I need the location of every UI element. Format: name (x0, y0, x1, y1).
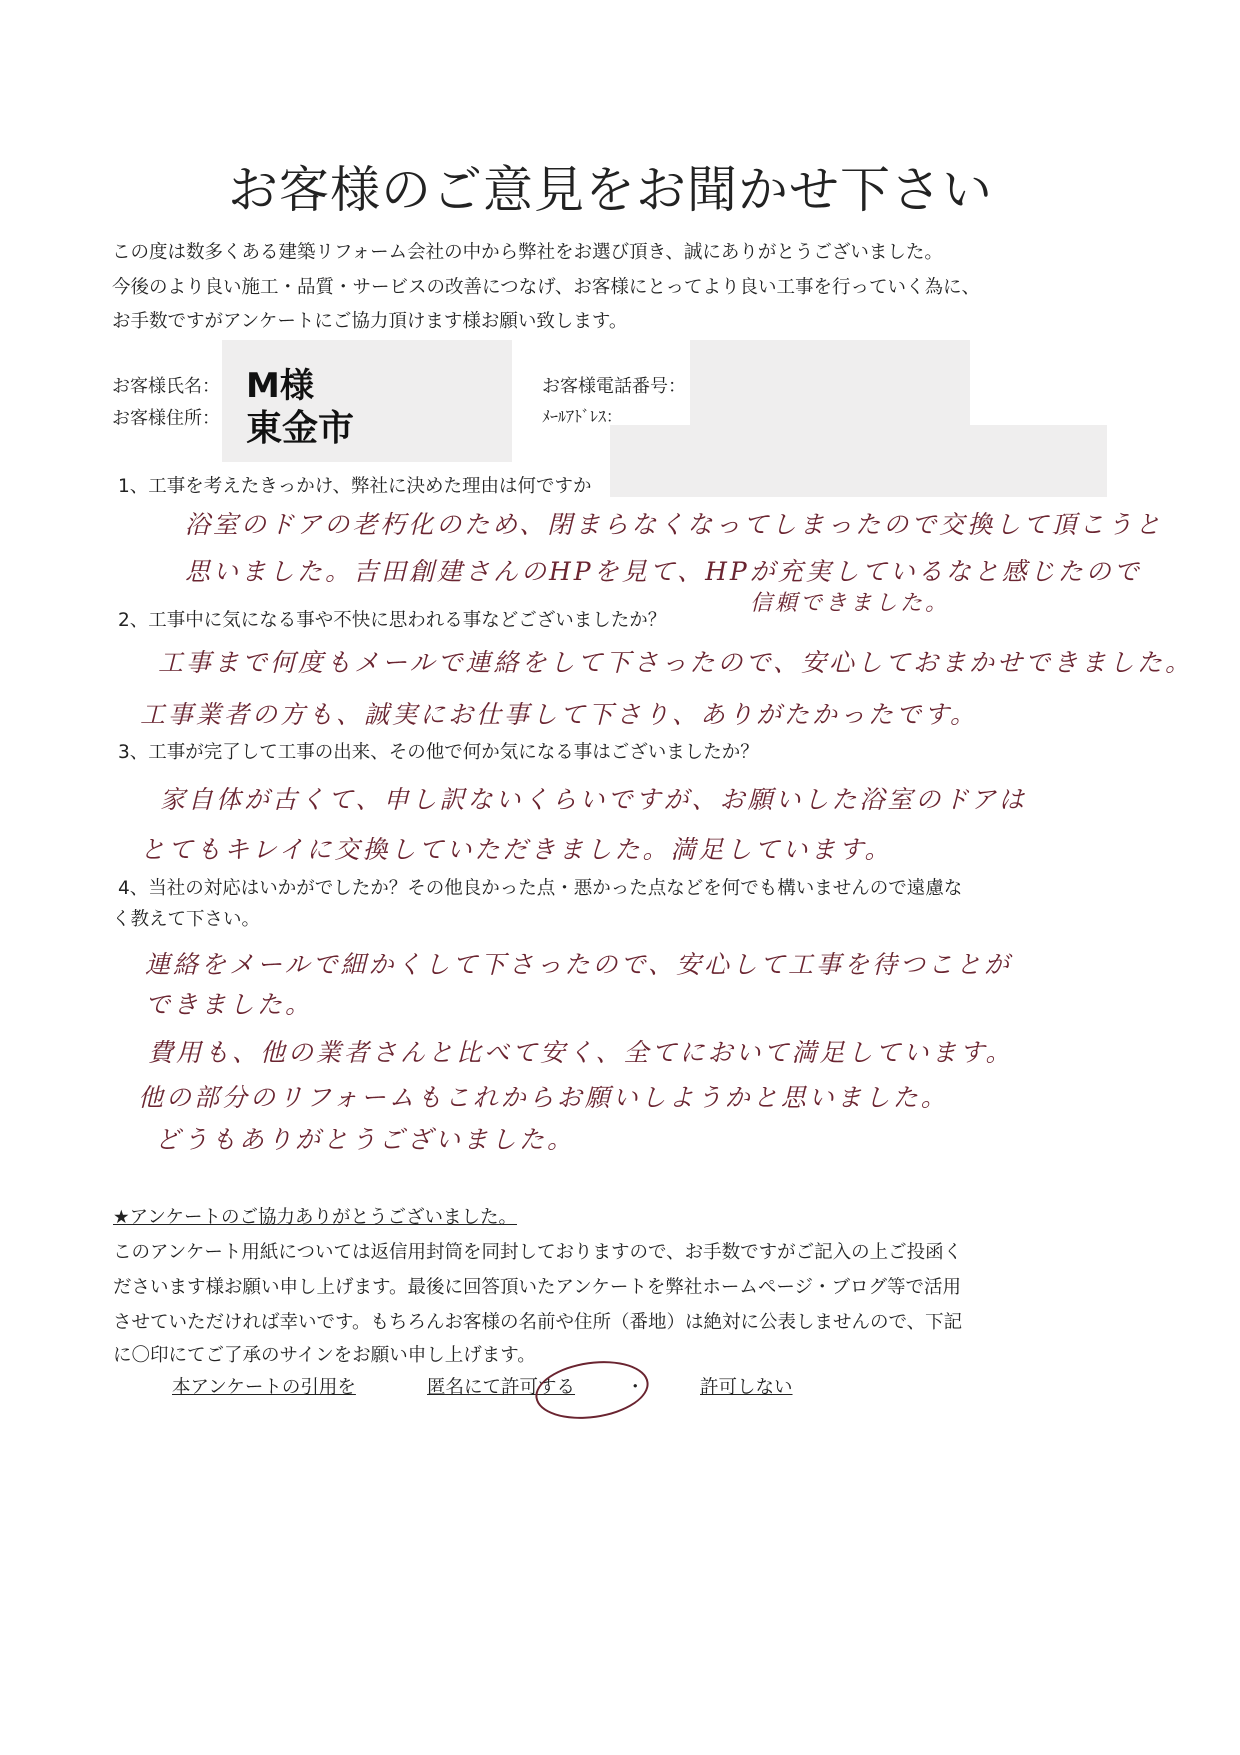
page-title: お客様のご意見をお聞かせ下さい (228, 161, 993, 219)
redaction-box (610, 425, 1107, 497)
consent-label: 本アンケートの引用を (172, 1377, 356, 1398)
question-4: 4、当社の対応はいかがでしたか？その他良かった点・悪かった点などを何でも構いませんので遠慮な (118, 878, 963, 899)
footer-line: に〇印にてご了承のサインをお願い申し上げます。 (113, 1345, 536, 1366)
question-1: 1、工事を考えたきっかけ、弊社に決めた理由は何ですか (118, 476, 592, 497)
answer-line: 家自体が古くて、申し訳ないくらいですが、お願いした浴室のドアは (160, 785, 1027, 814)
answer-line: できました。 (145, 990, 314, 1019)
answer-line: 連絡をメールで細かくして下さったので、安心して工事を待つことが (145, 950, 1013, 979)
intro-line: お手数ですがアンケートにご協力頂けます様お願い致します。 (112, 311, 628, 332)
intro-line: この度は数多くある建築リフォーム会社の中から弊社をお選び頂き、誠にありがとうございました。 (112, 242, 943, 263)
answer-line: とてもキレイに交換していただきました。満足しています。 (140, 835, 893, 864)
address-label: お客様住所： (112, 408, 220, 429)
intro-line: 今後のより良い施工・品質・サービスの改善につなげ、お客様にとってより良い工事を行っていく為に、 (112, 277, 981, 298)
answer-line: 費用も、他の業者さんと比べて安く、全てにおいて満足しています。 (148, 1038, 1014, 1067)
thanks-heading: ★アンケートのご協力ありがとうございました。 (113, 1207, 517, 1228)
option-deny[interactable]: 許可しない (700, 1377, 793, 1398)
footer-line: させていただければ幸いです。もちろんお客様の名前や住所（番地）は絶対に公表しませんので、下記 (113, 1312, 963, 1333)
answer-line: 他の部分のリフォームもこれからお願いしようかと思いました。 (138, 1083, 949, 1112)
question-3: 3、工事が完了して工事の出来、その他で何か気になる事はございましたか？ (118, 742, 759, 763)
answer-line: 工事まで何度もメールで連絡をして下さったので、安心しておまかせできました。 (158, 648, 1194, 677)
email-label: ﾒｰﾙｱﾄﾞﾚｽ： (542, 407, 623, 426)
name-label: お客様氏名： (112, 376, 220, 397)
selection-circle-mark (532, 1354, 653, 1425)
redaction-box (690, 340, 970, 426)
answer-line: どうもありがとうございました。 (155, 1125, 576, 1154)
phone-label: お客様電話番号： (542, 376, 686, 397)
footer-line: ださいます様お願い申し上げます。最後に回答頂いたアンケートを弊社ホームページ・ブログ等で活用 (113, 1277, 962, 1298)
option-allow-anonymous[interactable]: 匿名にて許可する (427, 1377, 576, 1398)
address-value: 東金市 (246, 408, 355, 449)
question-4-cont: く教えて下さい。 (112, 909, 261, 930)
name-value: M様 (246, 366, 314, 406)
answer-line: 思いました。吉田創建さんのHPを見て、HPが充実しているなと感じたので (185, 557, 1142, 586)
answer-line: 信頼できました。 (750, 591, 951, 616)
question-2: 2、工事中に気になる事や不快に思われる事などございましたか？ (118, 610, 667, 631)
footer-line: このアンケート用紙については返信用封筒を同封しておりますので、お手数ですがご記入の上ご投函く (113, 1242, 963, 1263)
answer-line: 浴室のドアの老朽化のため、閉まらなくなってしまったので交換して頂こうと (185, 510, 1164, 539)
answer-line: 工事業者の方も、誠実にお仕事して下さり、ありがたかったです。 (140, 700, 979, 729)
option-separator: ・ (626, 1377, 645, 1398)
